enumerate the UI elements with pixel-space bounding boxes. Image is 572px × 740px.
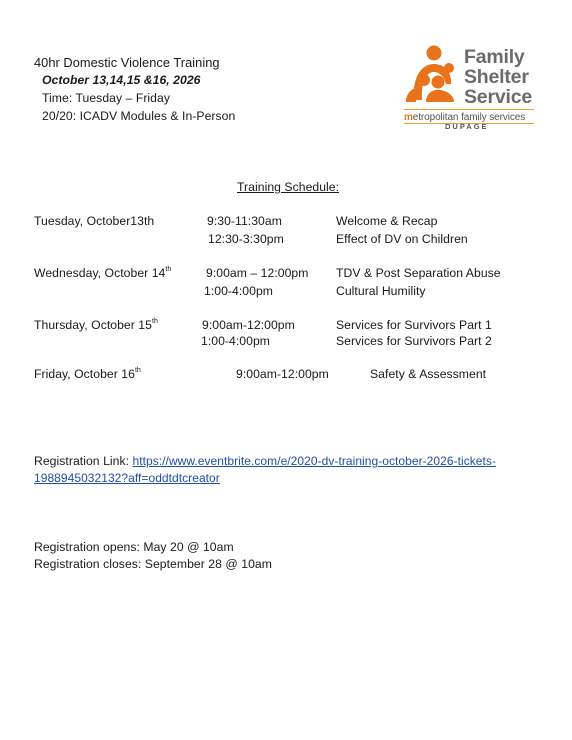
day-ordinal-suffix: th [165, 266, 172, 273]
day-label: Wednesday, October 14 [34, 266, 166, 280]
logo-org-m: m [404, 112, 413, 123]
registration-link-continued[interactable]: 1988945032132?aff=oddtdtcreator [34, 471, 220, 485]
day-ordinal-suffix: th [134, 367, 141, 374]
registration-link-row [34, 454, 496, 469]
training-dates: October 13,14,15 &16, 2026 [42, 73, 201, 87]
registration-opens: Registration opens: May 20 @ 10am [34, 540, 234, 554]
logo-line-shelter: Shelter [464, 66, 529, 88]
training-format: 20/20: ICADV Modules & In-Person [42, 109, 236, 123]
session-topic: Welcome & Recap [336, 214, 438, 228]
schedule-day-friday [34, 367, 141, 382]
session-time: 1:00-4:00pm [201, 334, 270, 348]
schedule-heading: Training Schedule: [237, 180, 340, 194]
registration-link[interactable]: https://www.eventbrite.com/e/2020-dv-training-october-2026-tickets- [132, 454, 497, 468]
training-time: Time: Tuesday – Friday [42, 91, 170, 105]
day-ordinal-suffix: th [151, 318, 158, 325]
session-topic: TDV & Post Separation Abuse [336, 266, 501, 280]
session-topic: Cultural Humility [336, 284, 426, 298]
session-time: 1:00-4:00pm [204, 284, 273, 298]
day-label: Friday, October 16 [34, 367, 135, 381]
logo-line-service: Service [464, 86, 532, 108]
registration-link-continued-row [34, 471, 220, 486]
session-time: 9:00am – 12:00pm [206, 266, 309, 280]
session-time: 12:30-3:30pm [208, 232, 284, 246]
schedule-day-thursday [34, 318, 158, 333]
session-topic: Effect of DV on Children [336, 232, 468, 246]
training-title: 40hr Domestic Violence Training [34, 55, 220, 70]
logo-line-family: Family [464, 46, 525, 68]
session-topic: Safety & Assessment [370, 367, 487, 381]
session-time: 9:00am-12:00pm [202, 318, 295, 332]
day-label: Thursday, October 15 [34, 318, 152, 332]
session-topic: Services for Survivors Part 2 [336, 334, 492, 348]
session-time: 9:00am-12:00pm [236, 367, 329, 381]
day-label: Tuesday, October13th [34, 214, 155, 228]
logo-org-rest: etropolitan family services [412, 112, 526, 123]
session-time: 9:30-11:30am [207, 214, 282, 228]
logo-divider-top [404, 109, 534, 110]
schedule-day-wednesday [34, 266, 171, 281]
schedule-day-tuesday [34, 214, 154, 229]
registration-link-label: Registration Link: [34, 454, 133, 468]
session-topic: Services for Survivors Part 1 [336, 318, 492, 332]
registration-closes: Registration closes: September 28 @ 10am [34, 557, 272, 571]
logo-region: DUPAGE [445, 122, 489, 131]
